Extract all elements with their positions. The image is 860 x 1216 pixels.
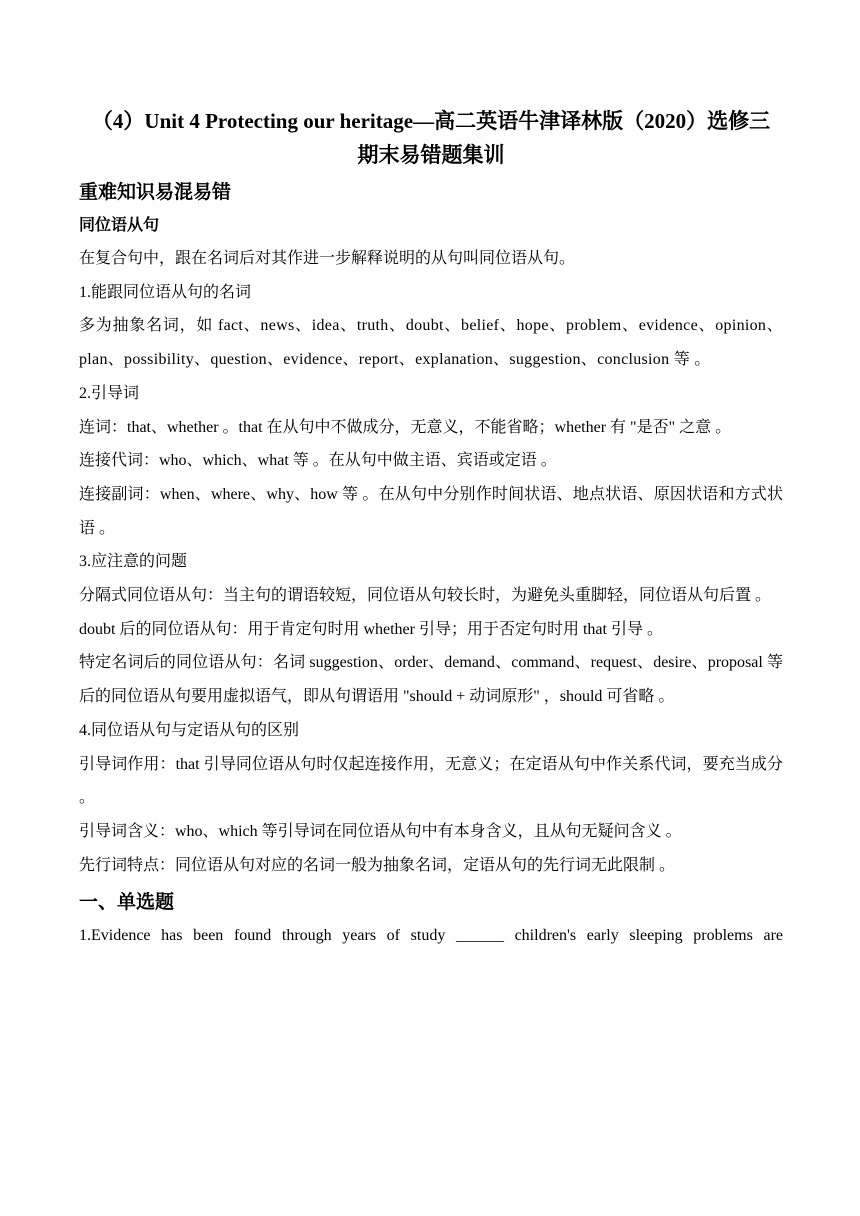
paragraph-function: 引导词作用：that 引导同位语从句时仅起连接作用，无意义；在定语从句中作关系代词，要充当成分 。 [79, 755, 783, 807]
subheading: 同位语从句 [79, 217, 160, 234]
paragraph-conjunctions: 连词：that、whether 。that 在从句中不做成分，无意义，不能省略；whether 有 "是否" 之意 。 [79, 418, 732, 436]
document-title-line-1: （4）Unit 4 Protecting our heritage—高二英语牛津译林版（2020）选修三 [91, 109, 771, 133]
paragraph-point-2: 2.引导词 [79, 384, 140, 402]
paragraph-point-1: 1.能跟同位语从句的名词 [79, 283, 252, 301]
paragraph-antecedent: 先行词特点：同位语从句对应的名词一般为抽象名词，定语从句的先行词无此限制 。 [79, 856, 676, 874]
paragraph-meaning: 引导词含义：who、which 等引导词在同位语从句中有本身含义，且从句无疑问含义 。 [79, 822, 682, 840]
paragraph-doubt: doubt 后的同位语从句：用于肯定句时用 whether 引导；用于否定句时用 that 引导 。 [79, 620, 663, 638]
paragraph-separated: 分隔式同位语从句：当主句的谓语较短，同位语从句较长时，为避免头重脚轻，同位语从句后置 。 [79, 587, 772, 605]
document-title-line-2: 期末易错题集训 [357, 143, 505, 167]
section-heading: 重难知识易混易错 [79, 182, 232, 203]
paragraph-point-4: 4.同位语从句与定语从句的区别 [79, 721, 300, 739]
paragraph-definition: 在复合句中，跟在名词后对其作进一步解释说明的从句叫同位语从句。 [79, 250, 576, 267]
question-1: 1.Evidence has been found through years of study ______ children's early sleeping problems are [79, 927, 783, 945]
paragraph-adverbs: 连接副词：when、where、why、how 等 。在从句中分别作时间状语、地点状语、原因状语和方式状语 。 [79, 485, 783, 537]
paragraph-point-3: 3.应注意的问题 [79, 553, 188, 571]
document-content [79, 104, 783, 953]
section-2-heading: 一、单选题 [79, 892, 175, 914]
paragraph-nouns: 多为抽象名词，如 fact、news、idea、truth、doubt、belief、hope、problem、evidence、opinion、plan、possibility、question、evidence、report、explanation、suggestion、conclusion 等 。 [79, 317, 783, 369]
paragraph-pronouns: 连接代词：who、which、what 等 。在从句中做主语、宾语或定语 。 [79, 452, 557, 470]
paragraph-subjunctive: 特定名词后的同位语从句：名词 suggestion、order、demand、command、request、desire、proposal 等后的同位语从句要用虚拟语气，即从句谓语用 "should + 动词原形" ，should 可省略 。 [79, 654, 783, 706]
